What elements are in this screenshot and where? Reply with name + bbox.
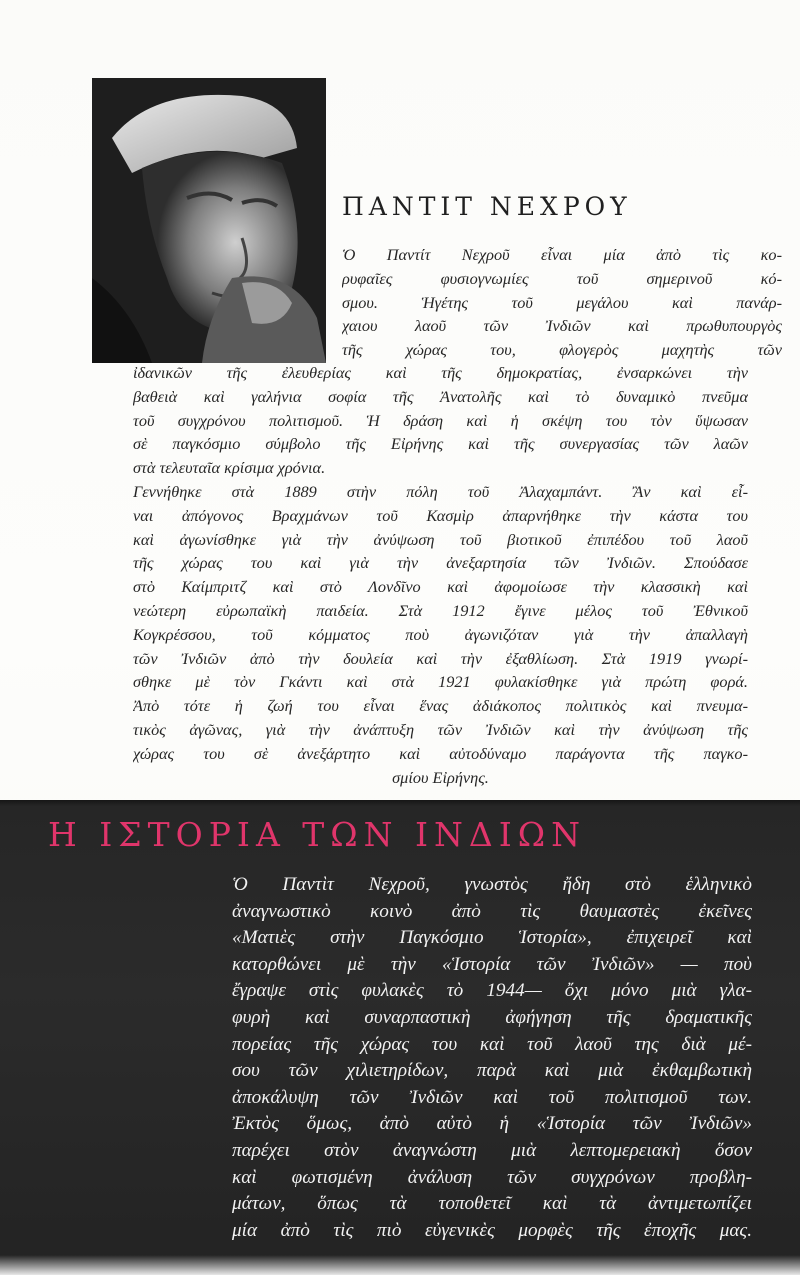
bio-line: ἰδανικῶν τῆς ἐλευθερίας καὶ τῆς δημοκρατίας, ἐνσαρκώνει τὴν bbox=[133, 363, 748, 382]
bio-line: Κογκρέσσου, τοῦ κόμματος ποὺ ἀγωνιζόταν γιὰ τὴν ἀπαλλαγὴ bbox=[133, 624, 748, 644]
description-line: σου τῶν χιλιετηρίδων, παρὰ καὶ μιὰ ἐκθαμβωτικὴ bbox=[232, 1060, 752, 1082]
bio-line: ναι ἀπόγονος Βραχμάνων τοῦ Κασμὶρ ἀπαρνήθηκε τὴν κάστα του bbox=[133, 505, 748, 525]
bio-line: τοῦ συγχρόνου πολιτισμοῦ. Ἡ δράση καὶ ἡ σκέψη του τὸν ὕψωσαν bbox=[133, 410, 748, 430]
portrait-image bbox=[92, 78, 326, 363]
description-line: ἀναγνωστικὸ κοινὸ ἀπὸ τὶς θαυμαστὲς ἐκεῖνες bbox=[232, 900, 752, 922]
bio-line: ρυφαῖες φυσιογνωμίες τοῦ σημερινοῦ κό- bbox=[342, 268, 782, 288]
band-divider bbox=[0, 800, 800, 806]
description-line: φυρὴ καὶ συναρπαστικὴ ἀφήγηση τῆς δραματικῆς bbox=[232, 1006, 752, 1028]
author-title: ΠΑΝΤΙΤ ΝΕΧΡΟΥ bbox=[342, 192, 632, 221]
description-line: «Ματιὲς στὴν Παγκόσμιο Ἱστορία», ἐπιχειρεῖ καὶ bbox=[232, 927, 752, 949]
bio-line: χώρας του σὲ ἀνεξάρτητο καὶ αὐτοδύναμο παράγοντα τῆς παγκο- bbox=[133, 743, 748, 763]
book-description bbox=[232, 872, 752, 1244]
description-line: ἀποκάλυψη τῶν Ἰνδιῶν καὶ τοῦ πολιτισμοῦ των. bbox=[232, 1086, 752, 1108]
bio-line: σμου. Ἡγέτης τοῦ μεγάλου καὶ πανάρ- bbox=[342, 292, 782, 312]
bio-line: χαιου λαοῦ τῶν Ἰνδιῶν καὶ πρωθυπουργὸς bbox=[342, 316, 782, 336]
description-line: παρέχει στὸν ἀναγνώστη μιὰ λεπτομερειακὴ ὅσον bbox=[232, 1139, 752, 1161]
bio-line: σμίου Εἰρήνης. bbox=[392, 767, 489, 787]
bio-line: τῆς χώρας του, φλογερὸς μαχητὴς τῶν bbox=[342, 340, 782, 360]
description-line: πορείας τῆς χώρας του καὶ τοῦ λαοῦ της διὰ μέ- bbox=[232, 1033, 752, 1055]
description-line: καὶ φωτισμένη ἀνάλυση τῶν συγχρόνων προβλη- bbox=[232, 1166, 752, 1188]
description-line: κατορθώνει μὲ τὴν «Ἱστορία τῶν Ἰνδιῶν» — ποὺ bbox=[232, 953, 752, 975]
bio-line: βαθειὰ καὶ γαλήνια σοφία τῆς Ἀνατολῆς καὶ τὸ δυναμικὸ πνεῦμα bbox=[133, 386, 748, 406]
bio-line: στὰ τελευταῖα κρίσιμα χρόνια. bbox=[133, 458, 326, 478]
bio-line: τῆς χώρας του καὶ γιὰ τὴν ἀνεξαρτησία τῶν Ἰνδιῶν. Σπούδασε bbox=[133, 553, 748, 573]
bio-line: Γεννήθηκε στὰ 1889 στὴν πόλη τοῦ Ἀλαχαμπάντ. Ἂν καὶ εἶ- bbox=[133, 481, 748, 501]
description-line: Ὁ Παντὶτ Νεχροῦ, γνωστὸς ἤδη στὸ ἑλληνικὸ bbox=[232, 874, 752, 895]
bio-line: σθηκε μὲ τὸν Γκάντι καὶ στὰ 1921 φυλακίσθηκε γιὰ πρώτη φορά. bbox=[133, 672, 748, 692]
description-line: μία ἀπὸ τὶς πιὸ εὐγενικὲς μορφὲς τῆς ἐποχῆς μας. bbox=[232, 1219, 752, 1241]
bio-line: σὲ παγκόσμιο σύμβολο τῆς Εἰρήνης καὶ τῆς συνεργασίας τῶν λαῶν bbox=[133, 434, 748, 454]
bio-body bbox=[133, 361, 748, 789]
bio-line: νεώτερη εὐρωπαϊκὴ παιδεία. Στὰ 1912 ἔγινε μέλος τοῦ Ἐθνικοῦ bbox=[133, 600, 748, 620]
bio-line: τῶν Ἰνδιῶν ἀπὸ τὴν δουλεία καὶ τὴν ἐξαθλίωση. Στὰ 1919 γνωρί- bbox=[133, 648, 748, 668]
description-line: μάτων, ὅπως τὰ τοποθετεῖ καὶ τὰ ἀντιμετωπίζει bbox=[232, 1193, 752, 1215]
description-line: Ἐκτὸς ὅμως, ἀπὸ αὐτὸ ἡ «Ἱστορία τῶν Ἰνδιῶν» bbox=[232, 1113, 752, 1135]
book-title: Η ΙΣΤΟΡΙΑ ΤΩΝ ΙΝΔΙΩΝ bbox=[48, 815, 587, 854]
author-portrait bbox=[92, 78, 326, 363]
bio-line: τικὸς ἀγῶνας, γιὰ τὴν ἀνάπτυξη τῶν Ἰνδιῶν καὶ τὴν ἀνύψωση τῆς bbox=[133, 719, 748, 739]
description-line: ἔγραψε στὶς φυλακὲς τὸ 1944— ὄχι μόνο μιὰ γλα- bbox=[232, 980, 752, 1002]
page-bottom-edge bbox=[0, 1255, 800, 1275]
bio-line: Ἀπὸ τότε ἡ ζωή του εἶναι ἕνας ἀδιάκοπος πολιτικὸς καὶ πνευμα- bbox=[133, 696, 748, 716]
bio-line: Ὁ Παντίτ Νεχροῦ εἶναι μία ἀπὸ τὶς κο- bbox=[342, 245, 782, 264]
bio-line: καὶ ἀγωνίσθηκε γιὰ τὴν ἀνύψωση τοῦ βιοτικοῦ ἐπιπέδου τοῦ λαοῦ bbox=[133, 529, 748, 549]
bio-intro bbox=[342, 243, 782, 362]
bio-line: στὸ Καίμπριτζ καὶ στὸ Λονδῖνο καὶ ἀφομοίωσε τὴν κλασσικὴ καὶ bbox=[133, 577, 748, 597]
